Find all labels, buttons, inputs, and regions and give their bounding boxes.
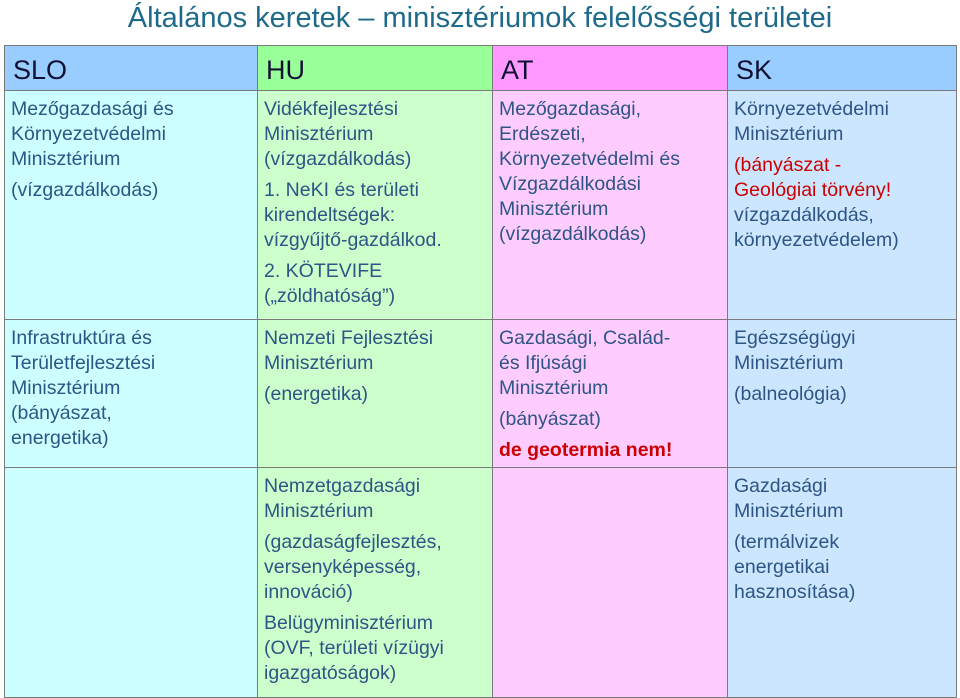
cell-hu-1: Vidékfejlesztési Minisztérium (vízgazdálkodás) 1. NeKI és területi kirendeltségek: vízgyűjtő-gazdálkod. 2. KÖTEVIFE („zöldhatóság”) [258, 91, 493, 320]
cell-sk-2: Egészségügyi Minisztérium (balneológia) [728, 320, 957, 468]
table-row [5, 320, 957, 468]
column-header-at: AT [493, 46, 728, 91]
cell-hu-2: Nemzeti Fejlesztési Minisztérium (energetika) [258, 320, 493, 468]
column-header-sk: SK [728, 46, 957, 91]
column-header-hu: HU [258, 46, 493, 91]
cell-at-2: Gazdasági, Család- és Ifjúsági Minisztérium (bányászat) de geotermia nem! [493, 320, 728, 468]
column-header-slo: SLO [5, 46, 258, 91]
table-row [5, 91, 957, 320]
cell-at-3 [493, 468, 728, 698]
cell-slo-3 [5, 468, 258, 698]
table-row [5, 468, 957, 698]
header-row [5, 46, 957, 91]
cell-hu-3: Nemzetgazdasági Minisztérium (gazdaságfejlesztés, versenyképesség, innováció) Belügyminisztérium (OVF, területi vízügyi igazgatóságok) [258, 468, 493, 698]
cell-slo-2: Infrastruktúra és Területfejlesztési Minisztérium (bányászat, energetika) [5, 320, 258, 468]
ministries-table [4, 45, 957, 698]
page-title: Általános keretek – minisztériumok felelősségi területei [127, 2, 833, 34]
cell-sk-3: Gazdasági Minisztérium (termálvizek energetikai hasznosítása) [728, 468, 957, 698]
cell-sk-1: Környezetvédelmi Minisztérium (bányászat - Geológiai törvény! vízgazdálkodás, környezetvédelem) [728, 91, 957, 320]
cell-at-1: Mezőgazdasági, Erdészeti, Környezetvédelmi és Vízgazdálkodási Minisztérium (vízgazdálkodás) [493, 91, 728, 320]
cell-slo-1: Mezőgazdasági és Környezetvédelmi Minisztérium (vízgazdálkodás) [5, 91, 258, 320]
